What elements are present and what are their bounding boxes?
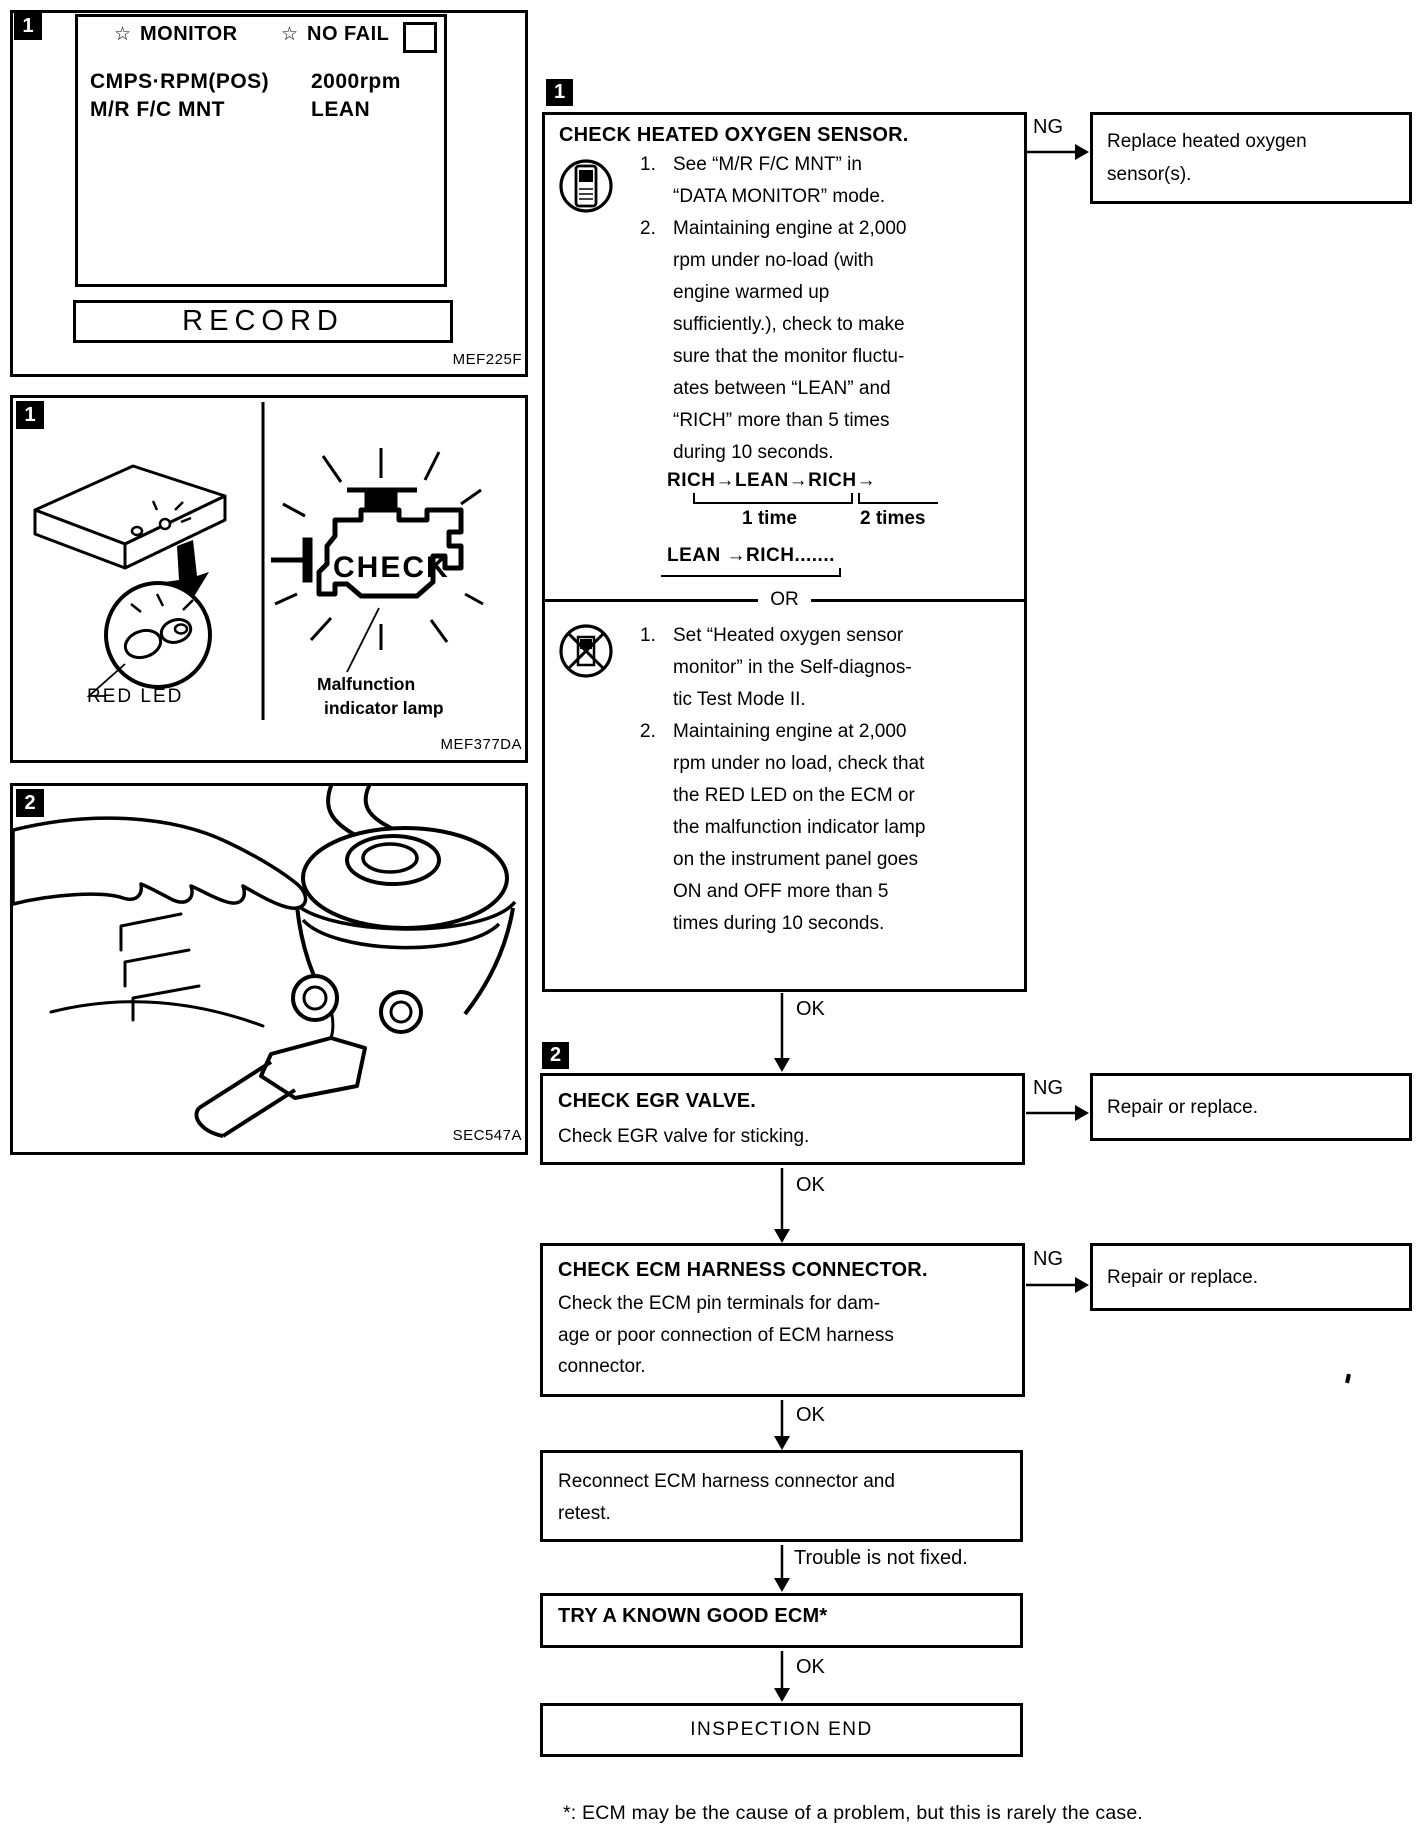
text-line: during 10 seconds. [673,442,834,463]
ok-label: OK [796,1656,825,1678]
figure-code: MEF225F [452,351,522,368]
text-line: sure that the monitor fluctu- [673,346,905,367]
consult-tool-icon [559,157,615,217]
ok-label: OK [796,1404,825,1426]
step-title: TRY A KNOWN GOOD ECM* [558,1605,828,1627]
action-repair-or-replace [1090,1073,1412,1141]
item-number: 1. [640,154,656,175]
footnote: *: ECM may be the cause of a problem, but this is rarely the case. [563,1802,1144,1824]
hand-pointing-illustration [13,818,306,1026]
figure-code: MEF377DA [440,736,522,753]
monitor-row-value: 2000rpm [311,70,401,93]
text-line: Repair or replace. [1107,1096,1259,1118]
monitor-row-label: CMPS·RPM(POS) [90,70,270,93]
led-zoom-circle [106,583,210,687]
screen-checkbox-icon [403,22,437,53]
text-line: retest. [558,1502,611,1524]
bracket-3 [661,568,841,577]
figure-panel-consult-monitor [10,10,528,377]
figure-panel-egr-valve [10,783,528,1155]
edge-label-trouble-not-fixed: Trouble is not fixed. [794,1547,968,1569]
text-line: Set “Heated oxygen sensor [673,625,904,646]
flow-step-check-egr-valve [540,1073,1025,1165]
record-button: RECORD [73,300,453,343]
step-title: CHECK ECM HARNESS CONNECTOR. [558,1259,928,1281]
text-line: rpm under no-load (with [673,250,874,271]
text-line: sensor(s). [1107,164,1192,185]
text-line: monitor” in the Self-diagnos- [673,657,912,678]
text-line: the RED LED on the ECM or [673,785,915,806]
action-repair-or-replace [1090,1243,1412,1311]
or-divider [545,589,1024,611]
text-line: Replace heated oxygen [1107,131,1307,152]
leader-line [347,608,379,672]
text-line: indicator lamp [324,698,444,718]
text-line: tic Test Mode II. [673,689,806,710]
with-consult-section [559,149,1012,469]
step-body [558,1466,1005,1529]
text-line: Check the ECM pin terminals for dam- [558,1293,881,1314]
text-line: rpm under no load, check that [673,753,925,774]
or-label: OR [770,589,799,610]
list-item [640,620,1012,716]
flow-step-inspection-end [540,1703,1023,1757]
ng-label: NG [1033,1248,1063,1270]
step-title: CHECK EGR VALVE. [558,1090,757,1112]
step-body: Check EGR valve for sticking. [558,1126,810,1147]
bracket-1 [693,493,853,504]
ng-label: NG [1033,1077,1063,1099]
figure-number-badge: 1 [16,401,44,429]
item-number: 1. [640,625,656,646]
ok-label: OK [796,1174,825,1196]
sequence-brackets [667,493,1012,508]
star-icon: ☆ [281,24,299,45]
ok-label: OK [796,998,825,1020]
flow-step-number-badge: 1 [546,79,573,106]
text-line: ON and OFF more than 5 [673,881,889,902]
step-title: CHECK HEATED OXYGEN SENSOR. [559,124,909,146]
step-body [558,1288,1007,1383]
bracket-2 [858,493,938,504]
text-line: Reconnect ECM harness connector and [558,1471,895,1492]
text-line: Repair or replace. [1107,1266,1259,1288]
text-line: times during 10 seconds. [673,913,885,934]
mil-label [317,672,444,720]
ng-label: NG [1033,116,1063,138]
text-line: the malfunction indicator lamp [673,817,926,838]
flow-step-check-heated-oxygen-sensor [542,112,1027,992]
flow-step-try-known-good-ecm [540,1593,1023,1648]
figure-number-badge: 2 [16,789,44,817]
text-line: ates between “LEAN” and [673,378,891,399]
text-line: “RICH” more than 5 times [673,410,890,431]
red-led-label: RED LED [87,686,184,707]
text-line: Malfunction [317,674,416,694]
figure-code: SEC547A [452,1127,522,1144]
no-fail-label: NO FAIL [307,23,390,45]
action-replace-oxygen-sensor [1090,112,1412,204]
text-line: age or poor connection of ECM harness [558,1324,894,1346]
bracket-label: 2 times [860,508,926,529]
star-icon: ☆ [114,24,132,45]
item-number: 2. [640,721,656,742]
monitor-row-value: LEAN [311,98,371,121]
egr-valve-illustration [13,786,525,1152]
flow-step-number-badge: 2 [542,1042,569,1069]
text-line: “DATA MONITOR” mode. [673,186,886,207]
figure-panel-ecm-lamp [10,395,528,763]
list-item [640,213,1012,469]
svg-text:CHECK: CHECK [333,551,450,584]
text-line: engine warmed up [673,282,830,303]
text-line: See “M/R F/C MNT” in [673,154,862,175]
check-engine-lamp-icon [271,448,483,650]
scan-artifact [1345,1374,1351,1384]
text-line: connector. [558,1356,646,1377]
text-line: sufficiently.), check to make [673,314,905,335]
bracket-label: 1 time [742,508,797,529]
sequence-line: LEAN →RICH....... [667,545,835,566]
item-number: 2. [640,218,656,239]
monitor-mode-label: MONITOR [140,23,238,45]
ecm-box-icon [35,466,225,568]
flow-step-reconnect-ecm-harness [540,1450,1023,1542]
without-consult-section [559,620,1012,940]
sequence-line: RICH→LEAN→RICH→ [667,470,877,491]
no-consult-tool-icon [559,622,615,682]
list-item [640,149,1012,213]
consult-screen [75,14,447,287]
text-line: Maintaining engine at 2,000 [673,721,907,742]
rich-lean-sequence [667,469,1012,577]
text-line: Maintaining engine at 2,000 [673,218,907,239]
step-title: INSPECTION END [690,1719,873,1740]
figure-number-badge: 1 [14,12,42,40]
list-item [640,716,1012,940]
text-line: on the instrument panel goes [673,849,919,870]
flow-step-check-ecm-harness-connector [540,1243,1025,1397]
monitor-row-label: M/R F/C MNT [90,98,225,121]
